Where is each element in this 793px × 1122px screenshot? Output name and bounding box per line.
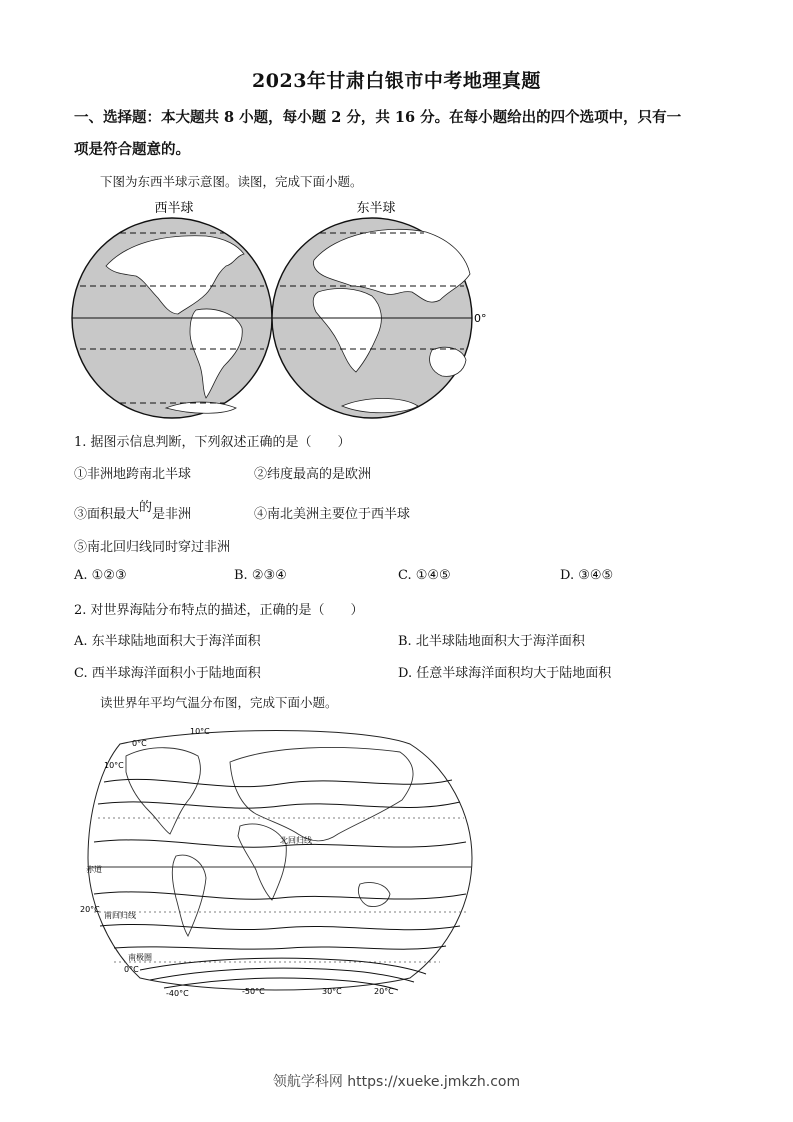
- western-hemisphere-globe: [72, 218, 272, 418]
- section-heading-line1: 一、选择题：本大题共 8 小题，每小题 2 分，共 16 分。在每小题给出的四个选项中，只有一: [74, 109, 682, 126]
- equator-label: 0°: [474, 312, 487, 325]
- q1-statement-3: [74, 500, 192, 522]
- q1-statement-1: ①非洲地跨南北半球: [74, 467, 192, 482]
- label-left-20: 20°C: [80, 905, 100, 914]
- east-hemisphere-label: 东半球: [356, 201, 396, 216]
- intro-hemisphere: 下图为东西半球示意图。读图，完成下面小题。: [100, 174, 363, 189]
- q1-statement-3-b: 是非洲: [152, 507, 192, 522]
- label-tropic-south: 南回归线: [104, 911, 136, 920]
- label-bottom-a: -40°C: [166, 989, 189, 998]
- label-tropic-north: 北回归线: [280, 836, 312, 845]
- footer-source: 领航学科网 https://xueke.jmkzh.com: [272, 1074, 521, 1090]
- q2-option-c: C. 西半球海洋面积小于陆地面积: [74, 666, 261, 681]
- temperature-map: [80, 722, 480, 1000]
- q2-option-a: A. 东半球陆地面积大于海洋面积: [74, 634, 261, 649]
- west-hemisphere-label: 西半球: [154, 201, 194, 216]
- hemisphere-map: [66, 194, 496, 424]
- label-bottom-d: 20°C: [374, 987, 394, 996]
- page-title: 2023年甘肃白银市中考地理真题: [252, 70, 541, 92]
- q2-option-d: D. 任意半球海洋面积均大于陆地面积: [398, 666, 612, 681]
- q1-option-b: B. ②③④: [234, 568, 287, 583]
- label-left-10: 10°C: [104, 761, 124, 770]
- q1-statement-3-sup: 的: [139, 500, 153, 515]
- q1-stem: 1. 据图示信息判断，下列叙述正确的是（ ）: [74, 435, 351, 450]
- q1-option-a: A. ①②③: [74, 568, 127, 583]
- map-outline: [88, 731, 472, 991]
- label-top-0: 0°C: [132, 739, 147, 748]
- label-equator: 赤道: [86, 865, 102, 874]
- q1-statement-2: ②纬度最高的是欧洲: [254, 467, 372, 482]
- q1-option-d: D. ③④⑤: [560, 568, 614, 583]
- q1-statement-5: ⑤南北回归线同时穿过非洲: [74, 540, 231, 555]
- label-left-0: 0°C: [124, 965, 139, 974]
- eastern-hemisphere-globe: [272, 218, 472, 418]
- q1-statement-3-a: ③面积最大: [74, 507, 140, 522]
- section-heading-line2: 项是符合题意的。: [74, 141, 190, 158]
- label-top-10: 10°C: [190, 727, 210, 736]
- label-bottom-b: -50°C: [242, 987, 265, 996]
- q2-option-b: B. 北半球陆地面积大于海洋面积: [398, 634, 585, 649]
- australia-shape: [430, 347, 466, 376]
- q1-option-c: C. ①④⑤: [398, 568, 451, 583]
- label-antarctic: 南极圈: [128, 953, 152, 962]
- intro-temperature: 读世界年平均气温分布图，完成下面小题。: [100, 695, 338, 710]
- q1-statement-4: ④南北美洲主要位于西半球: [254, 507, 411, 522]
- q2-stem: 2. 对世界海陆分布特点的描述，正确的是（ ）: [74, 603, 364, 618]
- label-bottom-c: 30°C: [322, 987, 342, 996]
